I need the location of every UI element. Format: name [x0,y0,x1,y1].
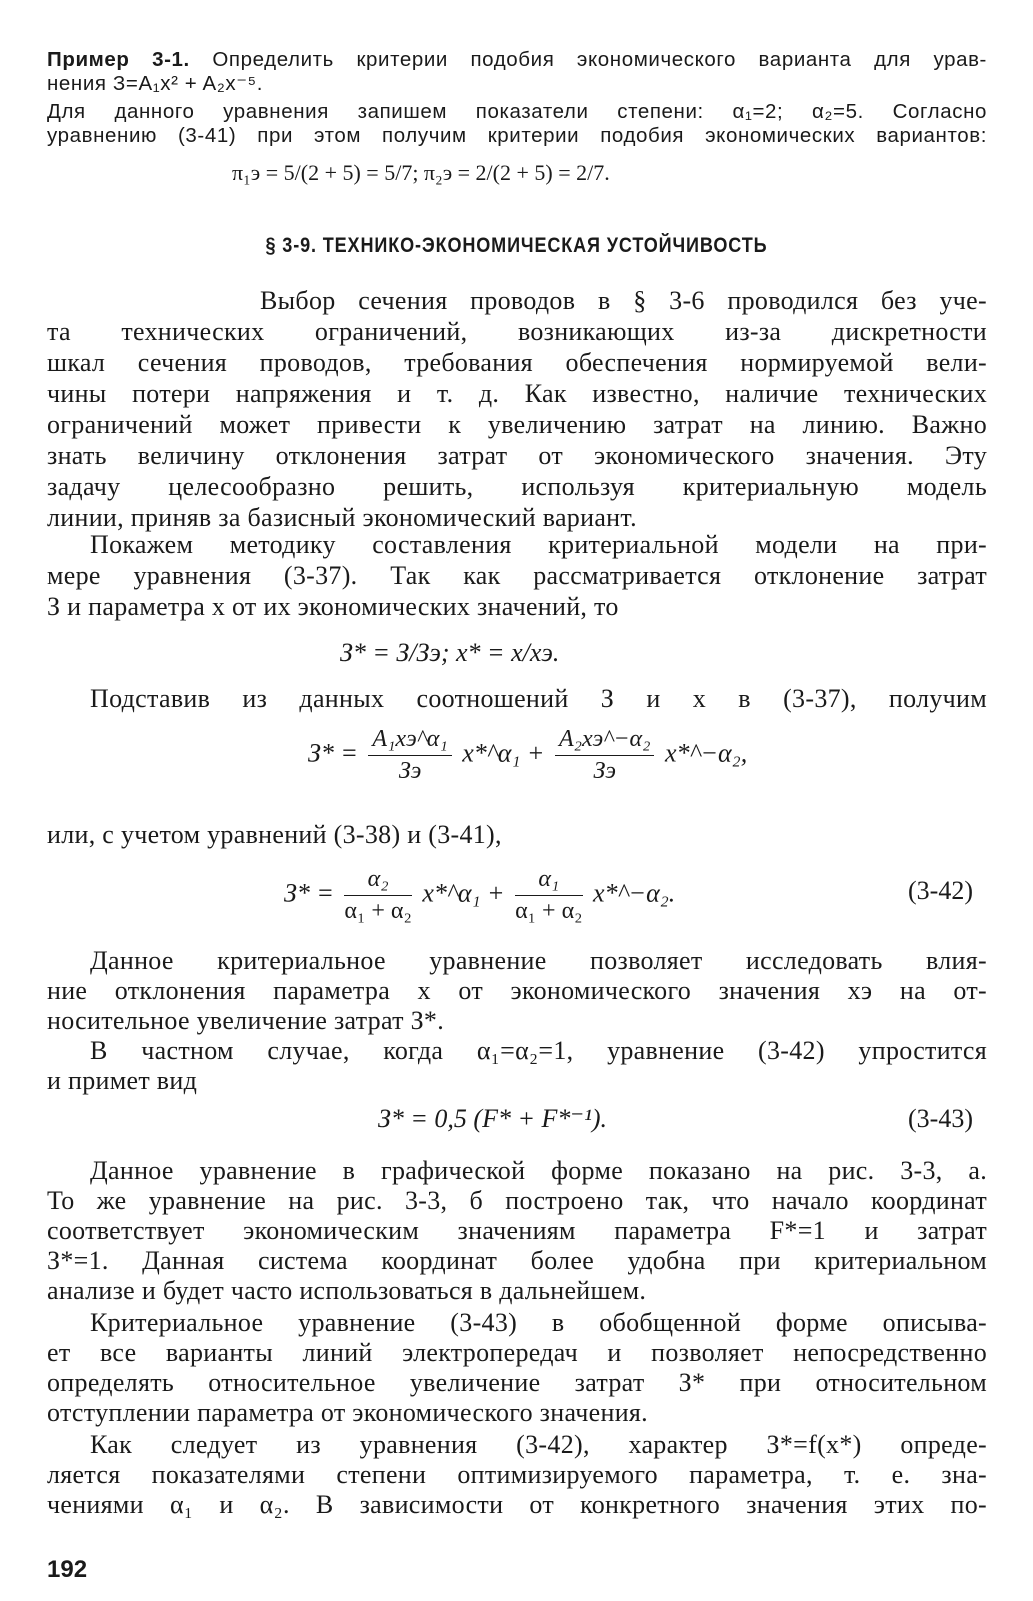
p1-line: та технических ограничений, возникающих из-за дискретности [47,317,987,346]
example-text-1: Определить критерии подобия экономического варианта для урав- [212,48,987,71]
eq-term: x*^−α₂, [664,738,748,768]
equation-number: (3-43) [908,1104,973,1133]
p2-line: Покажем методику составления критериальной модели на при- [90,530,987,559]
fraction-denominator: α₁ + α₂ [515,898,583,924]
eq-term: x*^α₁ + [462,738,545,768]
p6-line: и примет вид [47,1066,198,1095]
example-label: Пример 3-1. [47,48,190,71]
p7-line: Данное уравнение в графической форме показано на рис. 3-3, а. [90,1156,987,1185]
p8-line: Критериальное уравнение (3-43) в обобщенной форме описыва- [90,1308,987,1337]
equation-number: (3-42) [908,876,973,905]
full-equation [308,726,747,785]
example-formula: π₁э = 5/(2 + 5) = 5/7; π₂э = 2/(2 + 5) = 2/7. [232,160,610,185]
p2-line: З и параметра x от их экономических значений, то [47,592,619,621]
relative-formula: З* = З/Зэ; x* = x/xэ. [340,638,560,667]
section-title: § 3-9. ТЕХНИКО-ЭКОНОМИЧЕСКАЯ УСТОЙЧИВОСТЬ [265,234,768,257]
fraction-numerator: A₁xэ^α₁ [368,726,451,756]
p9-line: ляется показателями степени оптимизируемого параметра, т. е. зна- [47,1460,987,1489]
p1-line: задачу целесообразно решить, используя критериальную модель [47,472,987,501]
p9-line: чениями α₁ и α₂. В зависимости от конкретного значения этих по- [47,1490,987,1519]
p2-line: мере уравнения (3-37). Так как рассматривается отклонение затрат [47,561,987,590]
p9-line: Как следует из уравнения (3-42), характер З*=f(x*) опреде- [90,1430,987,1459]
eq-term: x*^α₁ + [422,878,505,908]
fraction-numerator: α₁ [515,866,582,896]
p4-line: или, с учетом уравнений (3-38) и (3-41), [47,820,502,849]
fraction-denominator: α₁ + α₂ [344,898,412,924]
page-number: 192 [47,1556,88,1583]
fraction [344,866,411,925]
eq-term: x*^−α₂. [593,878,676,908]
p1-line: шкал сечения проводов, требования обеспечения нормируемой вели- [47,348,987,377]
p3-line: Подставив из данных соотношений З и x в (3-37), получим [90,684,987,713]
p5-line: ние отклонения параметра x от экономического значения xэ на от- [47,976,987,1005]
example-line-4: уравнению (3-41) при этом получим критерии подобия экономических вариантов: [47,124,987,147]
eq-lhs: З* = [284,878,334,908]
eq-lhs: З* = [308,738,358,768]
fraction-numerator: A₂xэ^−α₂ [555,726,655,756]
p7-line: То же уравнение на рис. 3-3, б построено так, что начало координат [47,1186,987,1215]
p8-line: ет все варианты линий электропередач и позволяет непосредственно [47,1338,987,1367]
p8-line: определять относительное увеличение затрат З* при относительном [47,1368,987,1397]
fraction [555,726,655,785]
p7-line: соответствует экономическим значениям параметра F*=1 и затрат [47,1216,987,1245]
p1-line: линии, приняв за базисный экономический вариант. [47,503,637,532]
p7-line: З*=1. Данная система координат более удобна при критериальном [47,1246,987,1275]
p5-line: носительное увеличение затрат З*. [47,1006,445,1035]
equation-3-42 [284,866,675,925]
p5-line: Данное критериальное уравнение позволяет исследовать влия- [90,946,987,975]
fraction-numerator: α₂ [344,866,411,896]
p1-line: знать величину отклонения затрат от экономического значения. Эту [47,441,987,470]
example-line-3: Для данного уравнения запишем показатели степени: α₁=2; α₂=5. Согласно [47,100,987,123]
fraction-denominator: Зэ [398,758,422,784]
equation-3-43: З* = 0,5 (F* + F*⁻¹). [378,1104,608,1133]
p8-line: отступлении параметра от экономического значения. [47,1398,648,1427]
fraction [515,866,582,925]
p6-line: В частном случае, когда α₁=α₂=1, уравнение (3-42) упростится [90,1036,987,1065]
p1-line: Выбор сечения проводов в § 3-6 проводился без уче- [260,286,987,315]
fraction [368,726,451,785]
p1-line: чины потери напряжения и т. д. Как известно, наличие технических [47,379,987,408]
example-line-2: нения З=A₁x² + A₂x⁻⁵. [47,72,264,95]
example-line-1 [47,48,987,72]
fraction-denominator: Зэ [593,758,616,784]
p1-line: ограничений может привести к увеличению затрат на линию. Важно [47,410,987,439]
p7-line: анализе и будет часто использоваться в дальнейшем. [47,1276,647,1305]
